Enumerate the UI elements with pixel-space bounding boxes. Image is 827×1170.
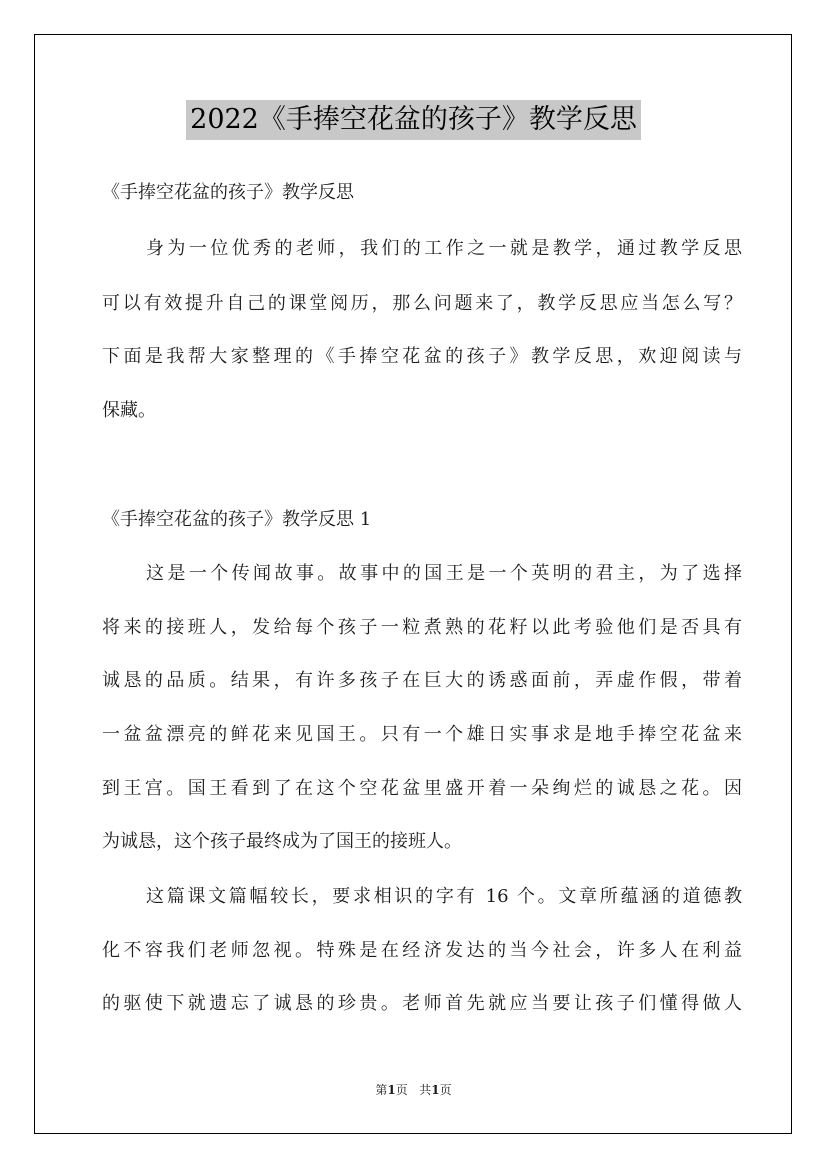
section-heading: 《手捧空花盆的孩子》教学反思 1 — [102, 509, 372, 530]
para2-line-1: 这篇课文篇幅较长，要求相识的字有 16 个。文章所蕴涵的道德教 — [146, 886, 742, 907]
para1-line-2: 将来的接班人，发给每个孩子一粒煮熟的花籽以此考验他们是否具有 — [102, 617, 742, 638]
total-pages: 1 — [431, 1083, 440, 1097]
document-subtitle: 《手捧空花盆的孩子》教学反思 — [102, 182, 354, 203]
para1-line-4: 一盆盆漂亮的鲜花来见国王。只有一个雄日实事求是地手捧空花盆来 — [102, 724, 742, 745]
para1-line-3: 诚恳的品质。结果，有许多孩子在巨大的诱惑面前，弄虚作假，带着 — [102, 670, 742, 691]
page-prefix: 第 — [375, 1083, 388, 1097]
para2-line-2: 化不容我们老师忽视。特殊是在经济发达的当今社会，许多人在利益 — [102, 940, 742, 961]
total-suffix: 页 — [439, 1083, 452, 1097]
intro-line-4: 保藏。 — [102, 400, 156, 421]
page-footer — [0, 1082, 827, 1098]
para1-line-1: 这是一个传闻故事。故事中的国王是一个英明的君主，为了选择 — [146, 563, 742, 584]
para1-line-6: 为诚恳，这个孩子最终成为了国王的接班人。 — [102, 831, 462, 852]
page-number: 1 — [387, 1083, 396, 1097]
document-title: 2022《手捧空花盆的孩子》教学反思 — [186, 100, 641, 140]
intro-line-3: 下面是我帮大家整理的《手捧空花盆的孩子》教学反思，欢迎阅读与 — [102, 346, 742, 367]
title-container — [0, 100, 827, 140]
total-prefix: 共 — [419, 1083, 432, 1097]
intro-line-2: 可以有效提升自己的课堂阅历，那么问题来了，教学反思应当怎么写？ — [102, 293, 742, 314]
para2-line-3: 的驱使下就遗忘了诚恳的珍贵。老师首先就应当要让孩子们懂得做人 — [102, 993, 742, 1014]
intro-line-1: 身为一位优秀的老师，我们的工作之一就是教学，通过教学反思 — [146, 238, 742, 259]
para1-line-5: 到王宫。国王看到了在这个空花盆里盛开着一朵绚烂的诚恳之花。因 — [102, 778, 742, 799]
page-suffix: 页 — [395, 1083, 408, 1097]
